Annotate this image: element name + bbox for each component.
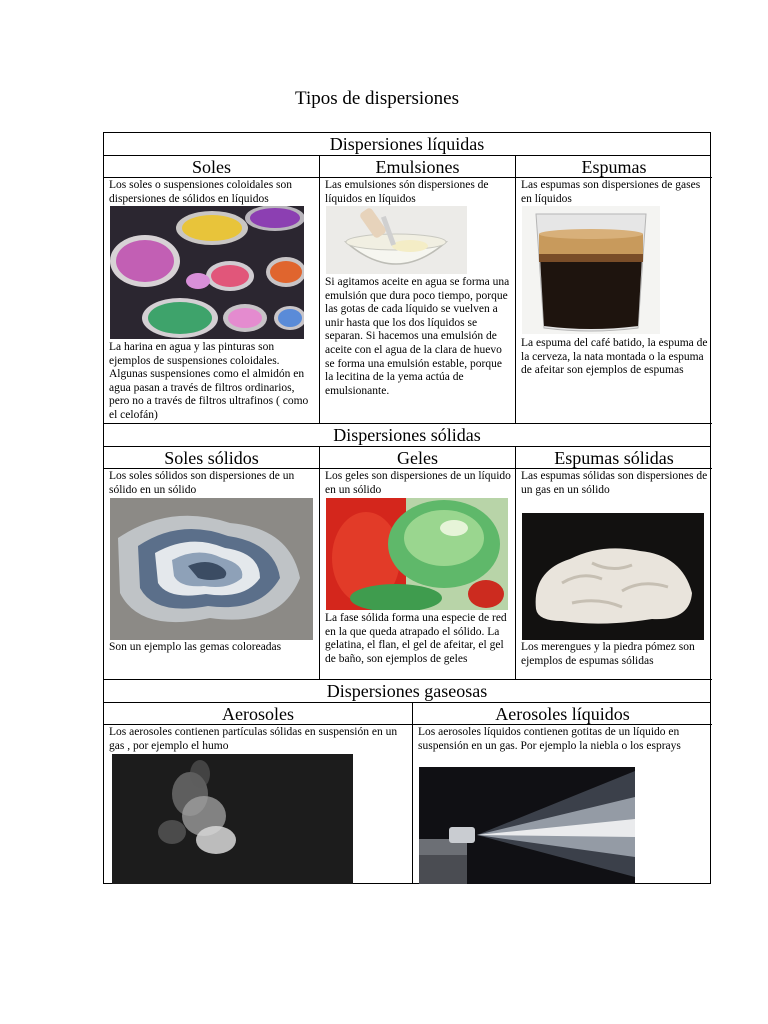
- soles-examples: La harina en agua y las pinturas son ejemplos de suspensiones coloidales. Algunas suspensiones como el almidón en agua pasan a través de filtros ordinarios, pero no a través de filtros ultrafinos ( como el celofán): [109, 341, 309, 421]
- meringue-pumice-image: [522, 513, 704, 640]
- dispersions-table: [103, 132, 711, 884]
- cell-espumas: [516, 178, 712, 424]
- column-header-aerosoles-liquidos: Aerosoles líquidos: [413, 703, 712, 725]
- column-header-emulsiones: Emulsiones: [320, 156, 516, 178]
- espumas-solidas-intro: Las espumas sólidas son dispersiones de un gas en un sólido: [521, 470, 708, 496]
- section-header-solidas: Dispersiones sólidas: [104, 424, 710, 447]
- coffee-foam-glass-image: [522, 206, 660, 334]
- column-header-soles-solidos: Soles sólidos: [104, 447, 320, 469]
- cell-espumas-solidas: [516, 469, 712, 680]
- soles-intro: Los soles o suspensiones coloidales son dispersiones de sólidos en líquidos: [109, 179, 293, 205]
- cell-aerosoles: [104, 725, 413, 883]
- column-header-espumas-solidas: Espumas sólidas: [516, 447, 712, 469]
- page-title: Tipos de dispersiones: [295, 88, 459, 109]
- column-header-soles: Soles: [104, 156, 320, 178]
- soles-solidos-examples: Son un ejemplo las gemas coloreadas: [109, 641, 282, 653]
- cell-aerosoles-liquidos: [413, 725, 712, 883]
- emulsion-bowl-image: [326, 206, 467, 274]
- aerosoles-intro: Los aerosoles contienen partículas sólidas en suspensión en un gas , por ejemplo el humo: [109, 726, 398, 752]
- smoke-image: [112, 754, 353, 884]
- cell-geles: [320, 469, 516, 680]
- espumas-solidas-examples: Los merengues y la piedra pómez son ejemplos de espumas sólidas: [521, 641, 695, 667]
- section-header-gaseosas: Dispersiones gaseosas: [104, 680, 710, 703]
- espumas-examples: La espuma del café batido, la espuma de la cerveza, la nata montada o la espuma de afeitar son ejemplos de espumas: [521, 337, 708, 377]
- spray-can-image: [419, 767, 635, 884]
- column-header-geles: Geles: [320, 447, 516, 469]
- cell-soles: [104, 178, 320, 424]
- agate-gem-image: [110, 498, 313, 640]
- emulsiones-examples: Si agitamos aceite en agua se forma una emulsión que dura poco tiempo, porque las gotas de cada líquido se vuelven a unir hasta que los dos líquidos se separan. Si hacemos una emulsión de aceite con el agua de la clara de huevo se forma una emulsión estable, porque la lecitina de la yema actúa de emulsionante.: [325, 276, 510, 397]
- cell-emulsiones: [320, 178, 516, 424]
- emulsiones-intro: Las emulsiones són dispersiones de líquidos en líquidos: [325, 179, 489, 205]
- paint-cans-image: [110, 206, 304, 339]
- aerosoles-liquidos-intro: Los aerosoles líquidos contienen gotitas de un líquido en suspensión en un gas. Por ejemplo la niebla o los esprays: [418, 726, 681, 752]
- soles-solidos-intro: Los soles sólidos son dispersiones de un sólido en un sólido: [109, 470, 295, 496]
- geles-intro: Los geles son dispersiones de un líquido en un sólido: [325, 470, 511, 496]
- column-header-espumas: Espumas: [516, 156, 712, 178]
- cell-soles-solidos: [104, 469, 320, 680]
- geles-examples: La fase sólida forma una especie de red en la que queda atrapado el sólido. La gelatina, el flan, el gel de afeitar, el gel de baño, son ejemplos de geles: [325, 612, 507, 665]
- gel-desserts-image: [326, 498, 508, 610]
- column-header-aerosoles: Aerosoles: [104, 703, 413, 725]
- section-header-liquidas: Dispersiones líquidas: [104, 133, 710, 156]
- espumas-intro: Las espumas son dispersiones de gases en líquidos: [521, 179, 701, 205]
